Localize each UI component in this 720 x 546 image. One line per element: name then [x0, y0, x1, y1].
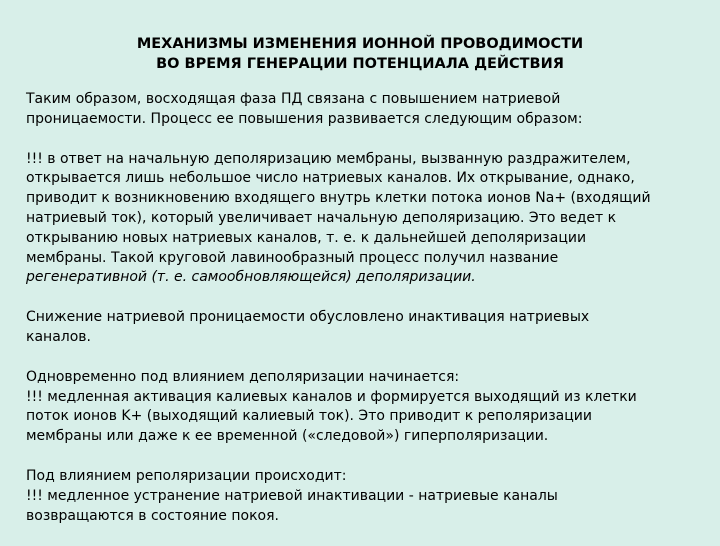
text-line: открывается лишь небольшое число натриевых каналов. Их открывание, однако, — [26, 170, 635, 187]
title-line-1: МЕХАНИЗМЫ ИЗМЕНЕНИЯ ИОННОЙ ПРОВОДИМОСТИ — [136, 36, 584, 52]
text-line: !!! медленное устранение натриевой инактивации - натриевые каналы — [26, 487, 558, 504]
paragraph-intro — [26, 90, 706, 130]
text-line: открыванию новых натриевых каналов, т. е. к дальнейшей деполяризации — [26, 229, 587, 246]
italic-term-line: регенеративной (т. е. самообновляющейся) деполяризации. — [26, 269, 476, 286]
paragraph-potassium — [26, 368, 706, 447]
text-line: !!! в ответ на начальную деполяризацию мембраны, вызванную раздражителем, — [26, 150, 631, 167]
text-line: Снижение натриевой проницаемости обусловлено инактивация натриевых — [26, 309, 590, 326]
text-line: каналов. — [26, 328, 91, 345]
text-line: мембраны или даже к ее временной («следовой») гиперполяризации. — [26, 428, 549, 445]
paragraph-sodium-activation — [26, 150, 706, 289]
text-line: проницаемости. Процесс ее повышения развивается следующим образом: — [26, 110, 583, 127]
slide-title — [0, 34, 720, 74]
slide-body — [26, 90, 706, 546]
paragraph-repolarization — [26, 467, 706, 526]
text-line: мембраны. Такой круговой лавинообразный процесс получил название — [26, 249, 559, 266]
text-line: !!! медленная активация калиевых каналов и формируется выходящий из клетки — [26, 388, 637, 405]
text-line: приводит к возникновению входящего внутрь клетки потока ионов Na+ (входящий — [26, 190, 651, 207]
title-line-2: ВО ВРЕМЯ ГЕНЕРАЦИИ ПОТЕНЦИАЛА ДЕЙСТВИЯ — [156, 56, 564, 72]
text-line: Одновременно под влиянием деполяризации начинается: — [26, 368, 460, 385]
text-line: Таким образом, восходящая фаза ПД связана с повышением натриевой — [26, 91, 561, 107]
text-line: Под влиянием реполяризации происходит: — [26, 467, 347, 484]
text-line: поток ионов K+ (выходящий калиевый ток). Это приводит к реполяризации — [26, 408, 592, 425]
text-line: возвращаются в состояние покоя. — [26, 507, 279, 524]
text-line: натриевый ток), который увеличивает начальную деполяризацию. Это ведет к — [26, 209, 617, 226]
paragraph-inactivation — [26, 308, 706, 348]
